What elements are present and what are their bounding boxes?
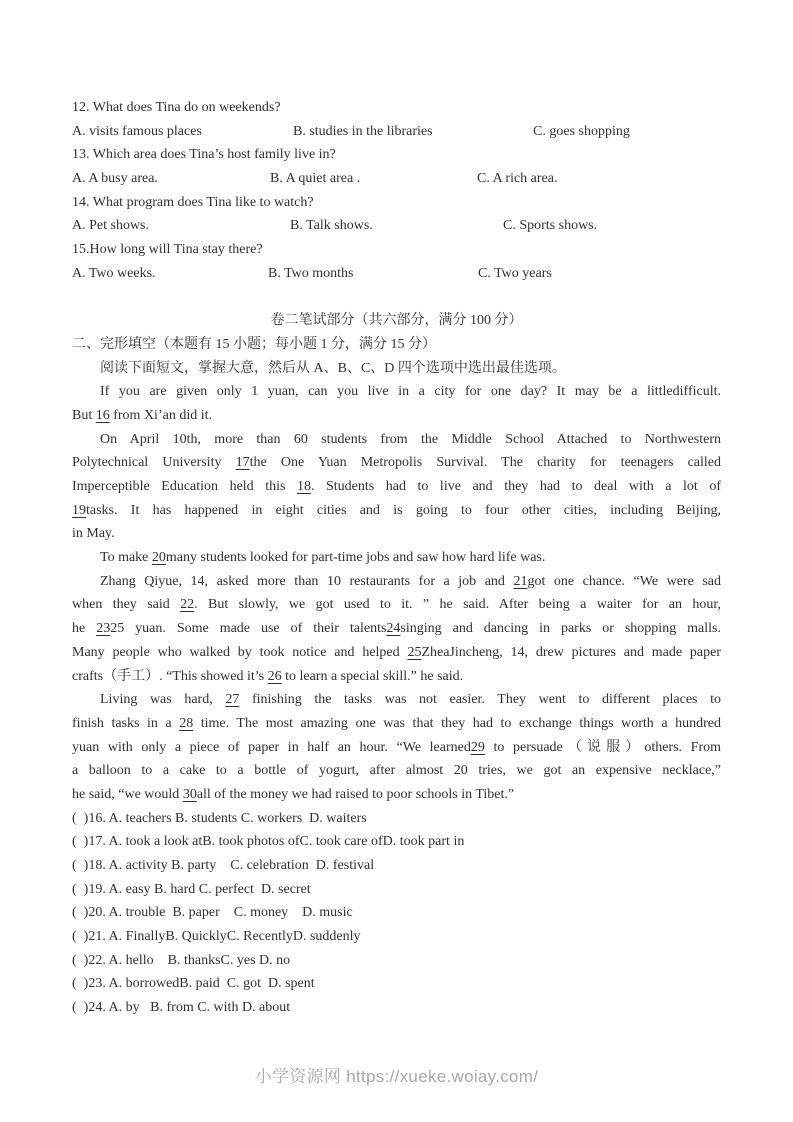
passage-line: in May. [72,526,115,542]
listening-question-text: 12. What does Tina do on weekends? [72,100,281,115]
passage-line: finish tasks in a 28 time. The most amazing one was that they had to exchange things worth a hundred [72,715,721,731]
option-b: B. studies in the libraries [293,123,433,139]
blank-number: 20 [151,550,166,566]
blank-number: 18 [296,479,311,494]
cloze-option-row: ( )16. A. teachers B. students C. workers D. waiters [72,810,367,826]
cloze-option-row: ( )18. A. activity B. party C. celebration D. festival [72,858,375,873]
blank-number: 28 [179,715,194,731]
option-a: A. A busy area. [72,171,158,187]
cloze-option-row: ( )22. A. hello B. thanksC. yes D. no [72,952,291,968]
option-c: C. Sports shows. [503,218,598,234]
option-a: A. visits famous places [72,123,202,139]
passage-line: a balloon to a cake to a bottle of yogurt, after almost 20 tries, we got an expensive necklace,” [72,763,721,779]
option-b: B. Two months [268,265,354,281]
option-c: C. A rich area. [477,171,558,187]
blank-number: 21 [513,573,528,589]
cloze-option-row: ( )20. A. trouble B. paper C. money D. music [72,905,353,921]
passage-line: But 16 from Xi’an did it. [72,407,212,423]
passage-line: he said, “we would 30all of the money we had raised to poor schools in Tibet.” [72,786,515,802]
passage-line: 19tasks. It has happened in eight cities and is going to four other cities, including Beijing, [72,502,721,518]
cloze-option-row: ( )21. A. FinallyB. QuicklyC. RecentlyD. suddenly [72,929,361,945]
passage-line: Imperceptible Education held this 18. Students had to live and they had to deal with a lot of [72,479,722,494]
passage-line: To make 20many students looked for part-time jobs and saw how hard life was. [100,550,546,566]
listening-question-text: 14. What program does Tina like to watch? [72,194,314,210]
cloze-option-row: ( )23. A. borrowedB. paid C. got D. spent [72,976,315,992]
passage-line: On April 10th, more than 60 students from the Middle School Attached to Northwestern [100,431,721,447]
option-c: C. goes shopping [533,123,630,139]
blank-number: 29 [470,739,485,755]
passage-line: Living was hard, 27 finishing the tasks was not easier. They went to different places to [100,692,722,708]
cloze-section-heading: 二、完形填空（本题有 15 小题；每小题 1 分，满分 15 分） [72,336,436,352]
passage-line: Many people who walked by took notice and helped 25ZheaJincheng, 14, drew pictures and made paper [72,644,721,660]
blank-number: 23 [96,621,111,637]
listening-question-text: 13. Which area does Tina’s host family live in? [72,147,336,163]
option-b: B. Talk shows. [290,218,373,234]
blank-number: 27 [225,692,240,708]
listening-option-row [72,120,721,144]
passage-line: he 2325 yuan. Some made use of their talents24singing and dancing in parks or shopping malls. [72,621,721,637]
written-part-title: 卷二笔试部分（共六部分，满分 100 分） [270,313,523,329]
passage-line: Zhang Qiyue, 14, asked more than 10 restaurants for a job and 21got one chance. “We were sad [100,573,721,589]
cloze-option-row: ( )17. A. took a look atB. took photos ofC. took care ofD. took part in [72,834,465,850]
passage-line: yuan with only a piece of paper in half an hour. “We learned29 to persuade（说服）others. From [72,739,721,755]
listening-option-row [72,167,721,191]
blank-number: 30 [182,786,197,802]
blank-number: 25 [407,644,422,660]
blank-number: 22 [180,597,195,613]
option-a: A. Two weeks. [72,265,156,281]
passage-line: Polytechnical University 17the One Yuan Metropolis Survival. The charity for teenagers called [72,455,721,471]
option-c: C. Two years [478,265,552,281]
cloze-option-row: ( )24. A. by B. from C. with D. about [72,1000,291,1016]
listening-questions-section [72,96,721,286]
listening-question-text: 15.How long will Tina stay there? [72,242,263,258]
listening-option-row [72,214,721,238]
passage-line: If you are given only 1 yuan, can you live in a city for one day? It may be a littledifficult. [100,384,721,400]
blank-number: 24 [386,621,401,637]
blank-number: 16 [95,407,110,423]
option-a: A. Pet shows. [72,218,150,234]
blank-number: 19 [72,502,86,518]
cloze-instruction: 阅读下面短文，掌握大意，然后从 A、B、C、D 四个选项中选出最佳选项。 [100,360,566,376]
option-b: B. A quiet area . [270,171,361,187]
passage-line: crafts（手工）. “This showed it’s 26 to learn a special skill.” he said. [72,668,464,684]
cloze-option-row: ( )19. A. easy B. hard C. perfect D. secret [72,881,311,897]
footer-watermark: 小学资源网 https://xueke.woiay.com/ [254,1067,539,1086]
blank-number: 26 [267,668,282,684]
cloze-passage [72,380,721,806]
listening-option-row [72,262,721,286]
passage-line: when they said 22. But slowly, we got used to it. ” he said. After being a waiter for an hour, [72,597,721,613]
blank-number: 17 [235,455,250,471]
page-content [72,96,721,1020]
blank-line [72,286,721,310]
cloze-options-list [72,807,721,1020]
